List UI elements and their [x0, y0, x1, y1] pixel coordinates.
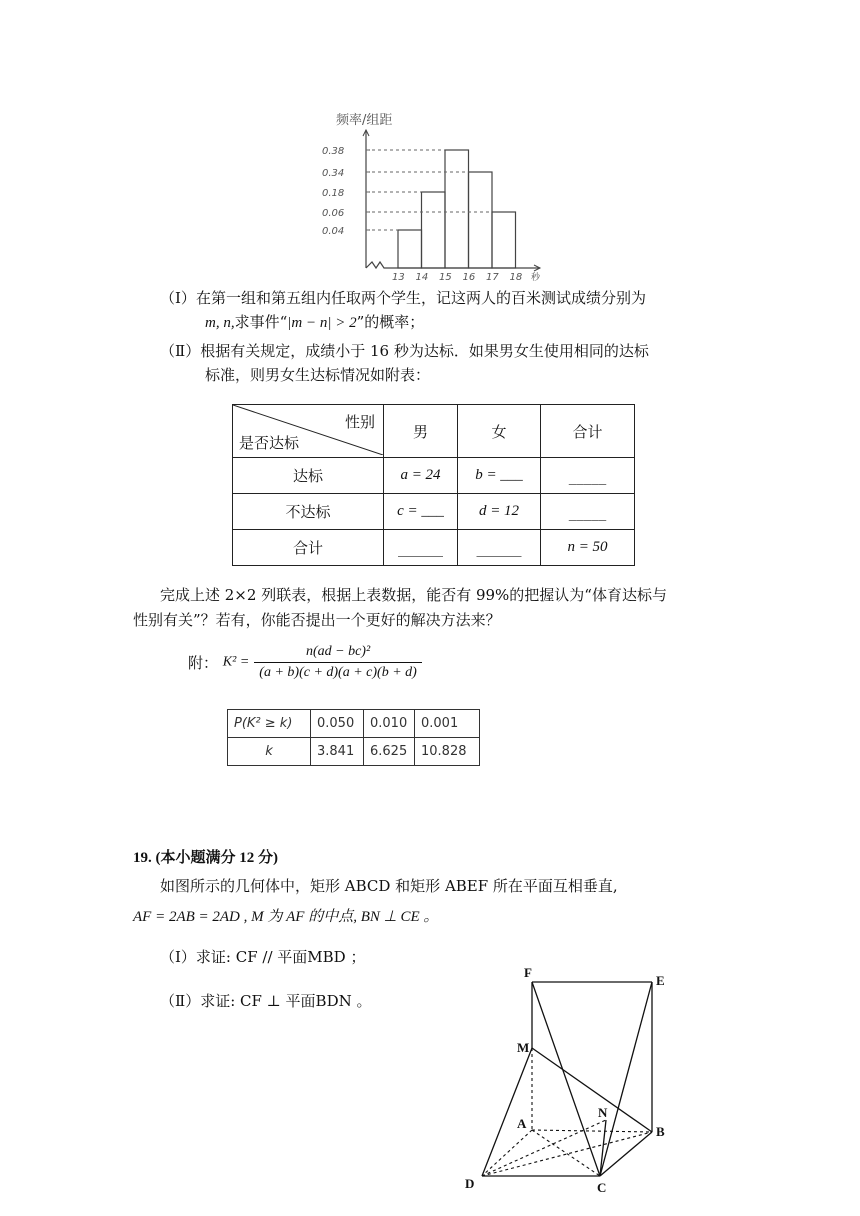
part1-label: （Ⅰ）	[160, 289, 196, 307]
hist-axes	[363, 130, 540, 271]
point-label-C: C	[597, 1180, 607, 1195]
part2-text1: 根据有关规定，成绩小于 16 秒为达标．如果男女生使用相同的达标	[200, 342, 649, 360]
q19-part1: （Ⅰ）求证: CF // 平面MBD ；	[160, 948, 366, 966]
hist-ytick-label: 0.38	[322, 146, 345, 157]
part1-line1	[160, 287, 646, 308]
critical-value-table	[227, 709, 480, 766]
point-label-M: M	[517, 1040, 530, 1055]
table-row	[233, 405, 635, 458]
formula-fraction	[254, 644, 422, 681]
kt-k-0001: 10.828	[415, 738, 480, 766]
table-row	[228, 710, 480, 738]
cell-a: a = 24	[384, 458, 458, 494]
cell-male-total: ______	[384, 530, 458, 566]
kt-header-0001: 0.001	[415, 710, 480, 738]
part2-line1	[160, 340, 649, 361]
geometry-figure	[460, 962, 680, 1197]
point-label-B: B	[656, 1124, 665, 1139]
hist-x-axis	[366, 262, 540, 268]
hist-xtick-label: 15	[439, 272, 452, 283]
formula-numerator: n(ad − bc)²	[254, 644, 422, 663]
header-female: 女	[458, 405, 541, 458]
q19-line1: 如图所示的几何体中，矩形 ABCD 和矩形 ABEF 所在平面互相垂直,	[160, 877, 618, 895]
hist-ylabel: 频率/组距	[336, 113, 393, 128]
hist-tick-labels	[322, 146, 541, 283]
point-label-D: D	[465, 1176, 475, 1191]
kt-header-0050: 0.050	[311, 710, 364, 738]
formula-denominator: (a + b)(c + d)(a + c)(b + d)	[259, 665, 417, 680]
part2-label: （Ⅱ）	[160, 342, 201, 360]
point-label-A: A	[517, 1116, 527, 1131]
kt-header-p: P(K² ≥ k)	[228, 710, 311, 738]
hist-xtick-label: 13	[392, 272, 405, 283]
header-male: 男	[384, 405, 458, 458]
hist-x-unit: 秒	[531, 273, 541, 283]
kt-header-0010: 0.010	[364, 710, 415, 738]
cell-d: d = 12	[458, 494, 541, 530]
cell-pass-total: _____	[541, 458, 635, 494]
hist-bar	[469, 172, 493, 268]
hist-ytick-label: 0.04	[322, 226, 345, 237]
part1-vars: m, n,	[205, 315, 235, 331]
question-paragraph-line1: 完成上述 2×2 列联表，根据上表数据，能否有 99%的把握认为“体育达标与	[160, 586, 667, 604]
row-label-total: 合计	[233, 530, 384, 566]
q19-part2: （Ⅱ）求证: CF ⊥ 平面BDN 。	[160, 992, 372, 1010]
point-label-N: N	[598, 1105, 608, 1120]
header-total: 合计	[541, 405, 635, 458]
question-paragraph-line2: 性别有关”？若有，你能否提出一个更好的解决方法来？	[133, 611, 501, 629]
hist-xtick-label: 17	[486, 272, 499, 283]
diag-header-standard: 是否达标	[239, 434, 300, 452]
cell-c: c = ___	[384, 494, 458, 530]
hist-bars	[366, 150, 516, 268]
cell-b: b = ___	[458, 458, 541, 494]
row-label-fail: 不达标	[233, 494, 384, 530]
formula-prefix: 附：	[188, 654, 219, 672]
hist-ytick-label: 0.34	[322, 168, 345, 179]
hist-bar	[398, 230, 422, 268]
cell-fail-total: _____	[541, 494, 635, 530]
kt-k-0010: 6.625	[364, 738, 415, 766]
frequency-histogram	[318, 108, 548, 283]
part1-text2b: ”的概率；	[356, 313, 425, 331]
hist-bar	[492, 212, 516, 268]
part1-line2	[205, 311, 424, 332]
part1-expression: |m − n| > 2	[287, 315, 357, 331]
hist-xtick-label: 16	[462, 272, 476, 283]
formula-lhs: K² =	[222, 654, 250, 670]
kt-label-k: k	[228, 738, 311, 766]
cell-n: n = 50	[541, 530, 635, 566]
cell-female-total: ______	[458, 530, 541, 566]
hist-bar	[445, 150, 469, 268]
diag-header-gender: 性别	[344, 413, 375, 431]
table-row	[233, 494, 635, 530]
hist-xtick-label: 18	[509, 272, 523, 283]
row-label-pass: 达标	[233, 458, 384, 494]
part2-line2: 标准，则男女生达标情况如附表：	[205, 366, 431, 384]
diagonal-header-cell	[233, 405, 384, 458]
hist-ytick-label: 0.06	[322, 208, 345, 219]
hist-xtick-label: 14	[415, 272, 429, 283]
hist-ytick-label: 0.18	[322, 188, 345, 199]
q19-line2: AF = 2AB = 2AD , M 为 AF 的中点, BN ⊥ CE 。	[133, 909, 439, 925]
table-row	[228, 738, 480, 766]
table-row	[233, 458, 635, 494]
part1-text2a: 求事件“	[234, 313, 288, 331]
point-label-E: E	[656, 973, 665, 988]
hist-bar	[422, 192, 446, 268]
table-row	[233, 530, 635, 566]
point-label-F: F	[524, 965, 532, 980]
part1-text1: 在第一组和第五组内任取两个学生，记这两人的百米测试成绩分别为	[195, 289, 646, 307]
kt-k-0050: 3.841	[311, 738, 364, 766]
contingency-table	[232, 404, 635, 566]
q19-title: 19. (本小题满分 12 分)	[133, 850, 278, 866]
k-squared-formula	[188, 644, 422, 681]
